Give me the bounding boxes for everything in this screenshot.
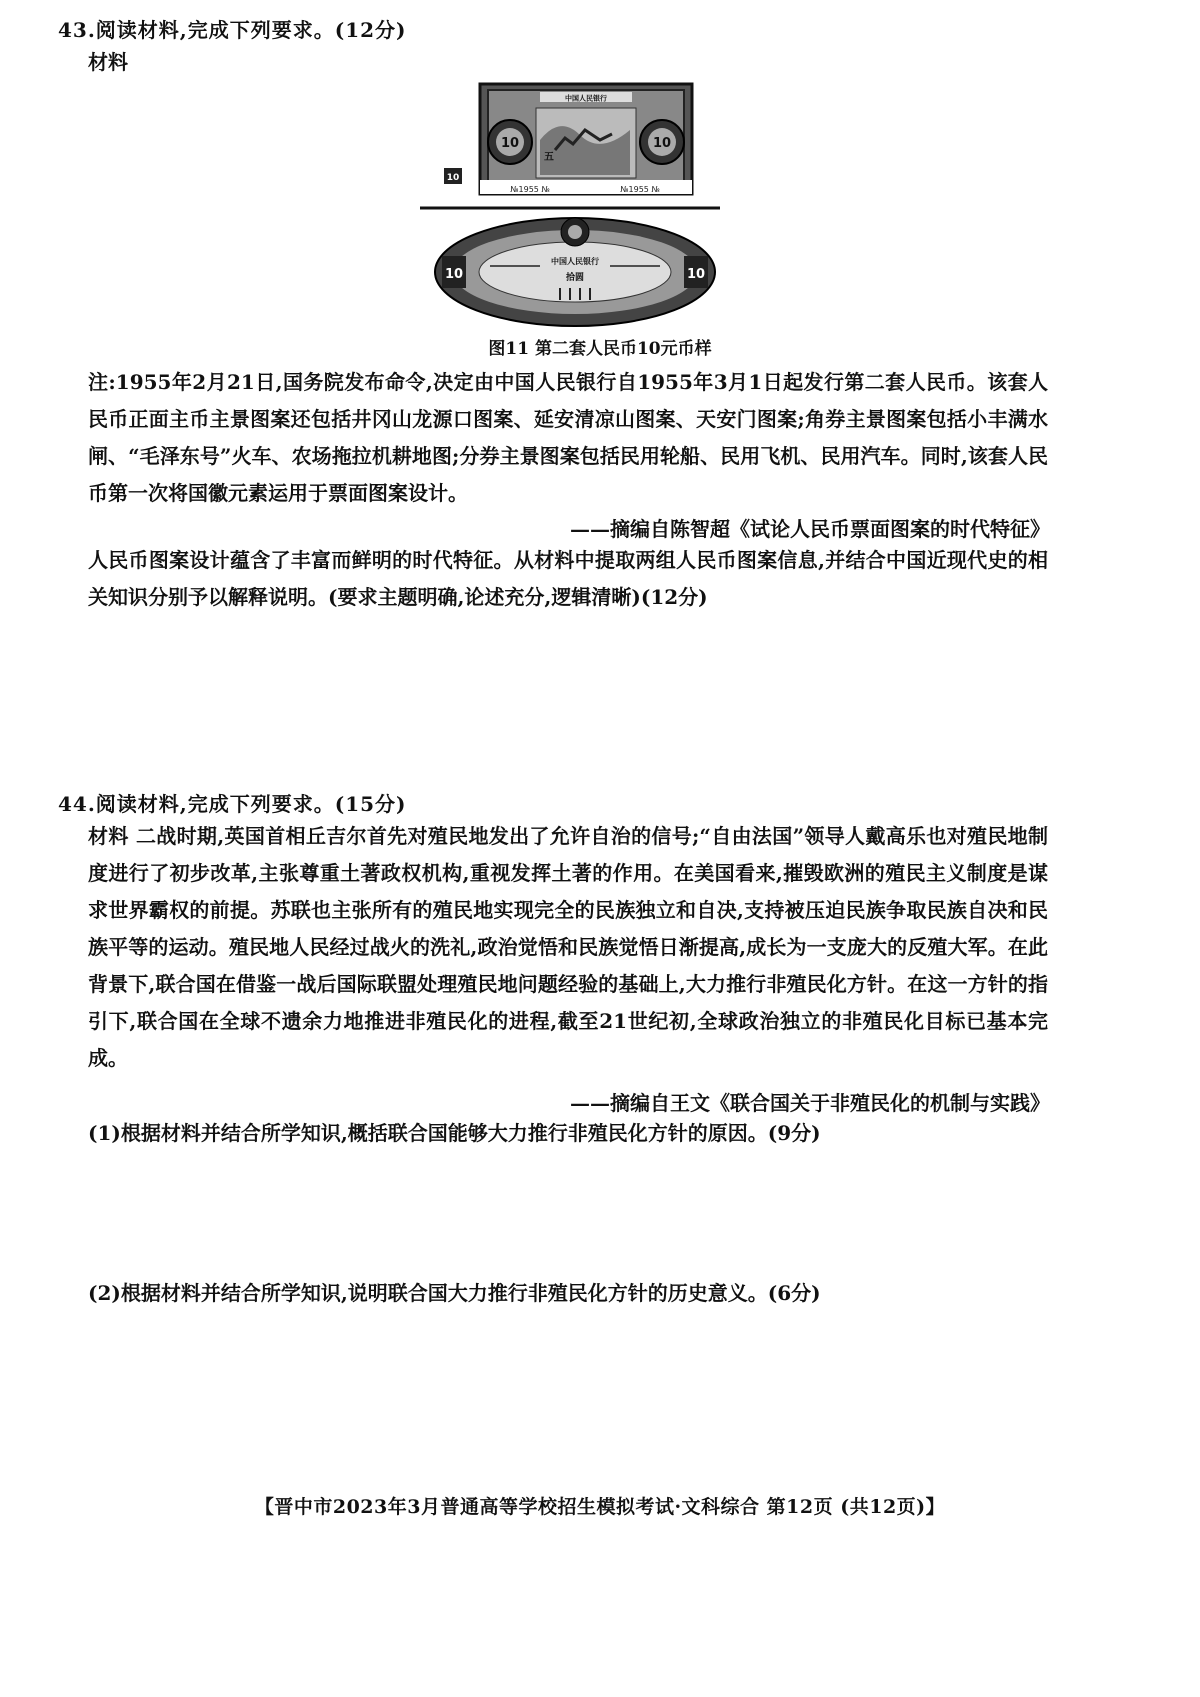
material-label: 材料 xyxy=(88,50,128,74)
q43-question: 人民币图案设计蕴含了丰富而鲜明的时代特征。从材料中提取两组人民币图案信息,并结合中国近现代史的相关知识分别予以解释说明。(要求主题明确,论述充分,逻辑清晰)(12分) xyxy=(88,548,1048,609)
svg-text:五: 五 xyxy=(544,152,554,163)
svg-text:中国人民银行: 中国人民银行 xyxy=(551,257,599,266)
svg-text:中国人民银行: 中国人民银行 xyxy=(565,94,607,103)
q44-subquestion-1: (1)根据材料并结合所学知识,概括联合国能够大力推行非殖民化方针的原因。(9分) xyxy=(88,1121,821,1145)
q44-material: 材料 二战时期,英国首相丘吉尔首先对殖民地发出了允许自治的信号;“自由法国”领导人戴高乐也对殖民地制度进行了初步改革,主张尊重土著政权机构,重视发挥土著的作用。在美国看来,摧毁欧洲的殖民主义制度是谋求世界霸权的前提。苏联也主张所有的殖民地实现完全的民族独立和自决,支持被压迫民族争取民族自决和民族平等的运动。殖民地人民经过战火的洗礼,政治觉悟和民族觉悟日渐提高,成长为一支庞大的反殖大军。在此背景下,联合国在借鉴一战后国际联盟处理殖民地问题经验的基础上,大力推行非殖民化方针。在这一方针的指引下,联合国在全球不遗余力地推进非殖民化的进程,截至21世纪初,全球政治独立的非殖民化目标已基本完成。 xyxy=(88,824,1048,1070)
question-43-title: 43.阅读材料,完成下列要求。(12分) xyxy=(58,18,407,42)
figure-note: 注:1955年2月21日,国务院发布命令,决定由中国人民银行自1955年3月1日起发行第二套人民币。该套人民币正面主币主景图案还包括井冈山龙源口图案、延安清凉山图案、天安门图案;角券主景图案包括小丰满水闸、“毛泽东号”火车、农场拖拉机耕地图;分券主景图案包括民用轮船、民用飞机、民用汽车。同时,该套人民币第一次将国徽元素运用于票面图案设计。 xyxy=(88,370,1048,505)
svg-text:10: 10 xyxy=(686,267,706,282)
svg-text:10: 10 xyxy=(444,267,464,282)
svg-text:10: 10 xyxy=(446,173,460,183)
q44-source: ——摘编自王文《联合国关于非殖民化的机制与实践》 xyxy=(570,1091,1050,1115)
banknote-front xyxy=(444,84,692,194)
banknote-figure xyxy=(420,80,720,350)
svg-text:拾圆: 拾圆 xyxy=(565,273,585,283)
svg-text:10: 10 xyxy=(652,136,672,151)
figure-caption: 图11 第二套人民币10元币样 xyxy=(488,339,712,359)
q44-subquestion-2: (2)根据材料并结合所学知识,说明联合国大力推行非殖民化方针的历史意义。(6分) xyxy=(88,1281,821,1305)
banknote-back xyxy=(435,218,715,326)
page-footer: 【晋中市2023年3月普通高等学校招生模拟考试·文科综合 第12页 (共12页)】 xyxy=(254,1496,946,1518)
svg-text:№1955 №: №1955 № xyxy=(510,185,550,194)
svg-text:№1955 №: №1955 № xyxy=(620,185,660,194)
q43-source: ——摘编自陈智超《试论人民币票面图案的时代特征》 xyxy=(570,517,1050,541)
question-44-title: 44.阅读材料,完成下列要求。(15分) xyxy=(58,792,407,816)
svg-text:10: 10 xyxy=(500,136,520,151)
